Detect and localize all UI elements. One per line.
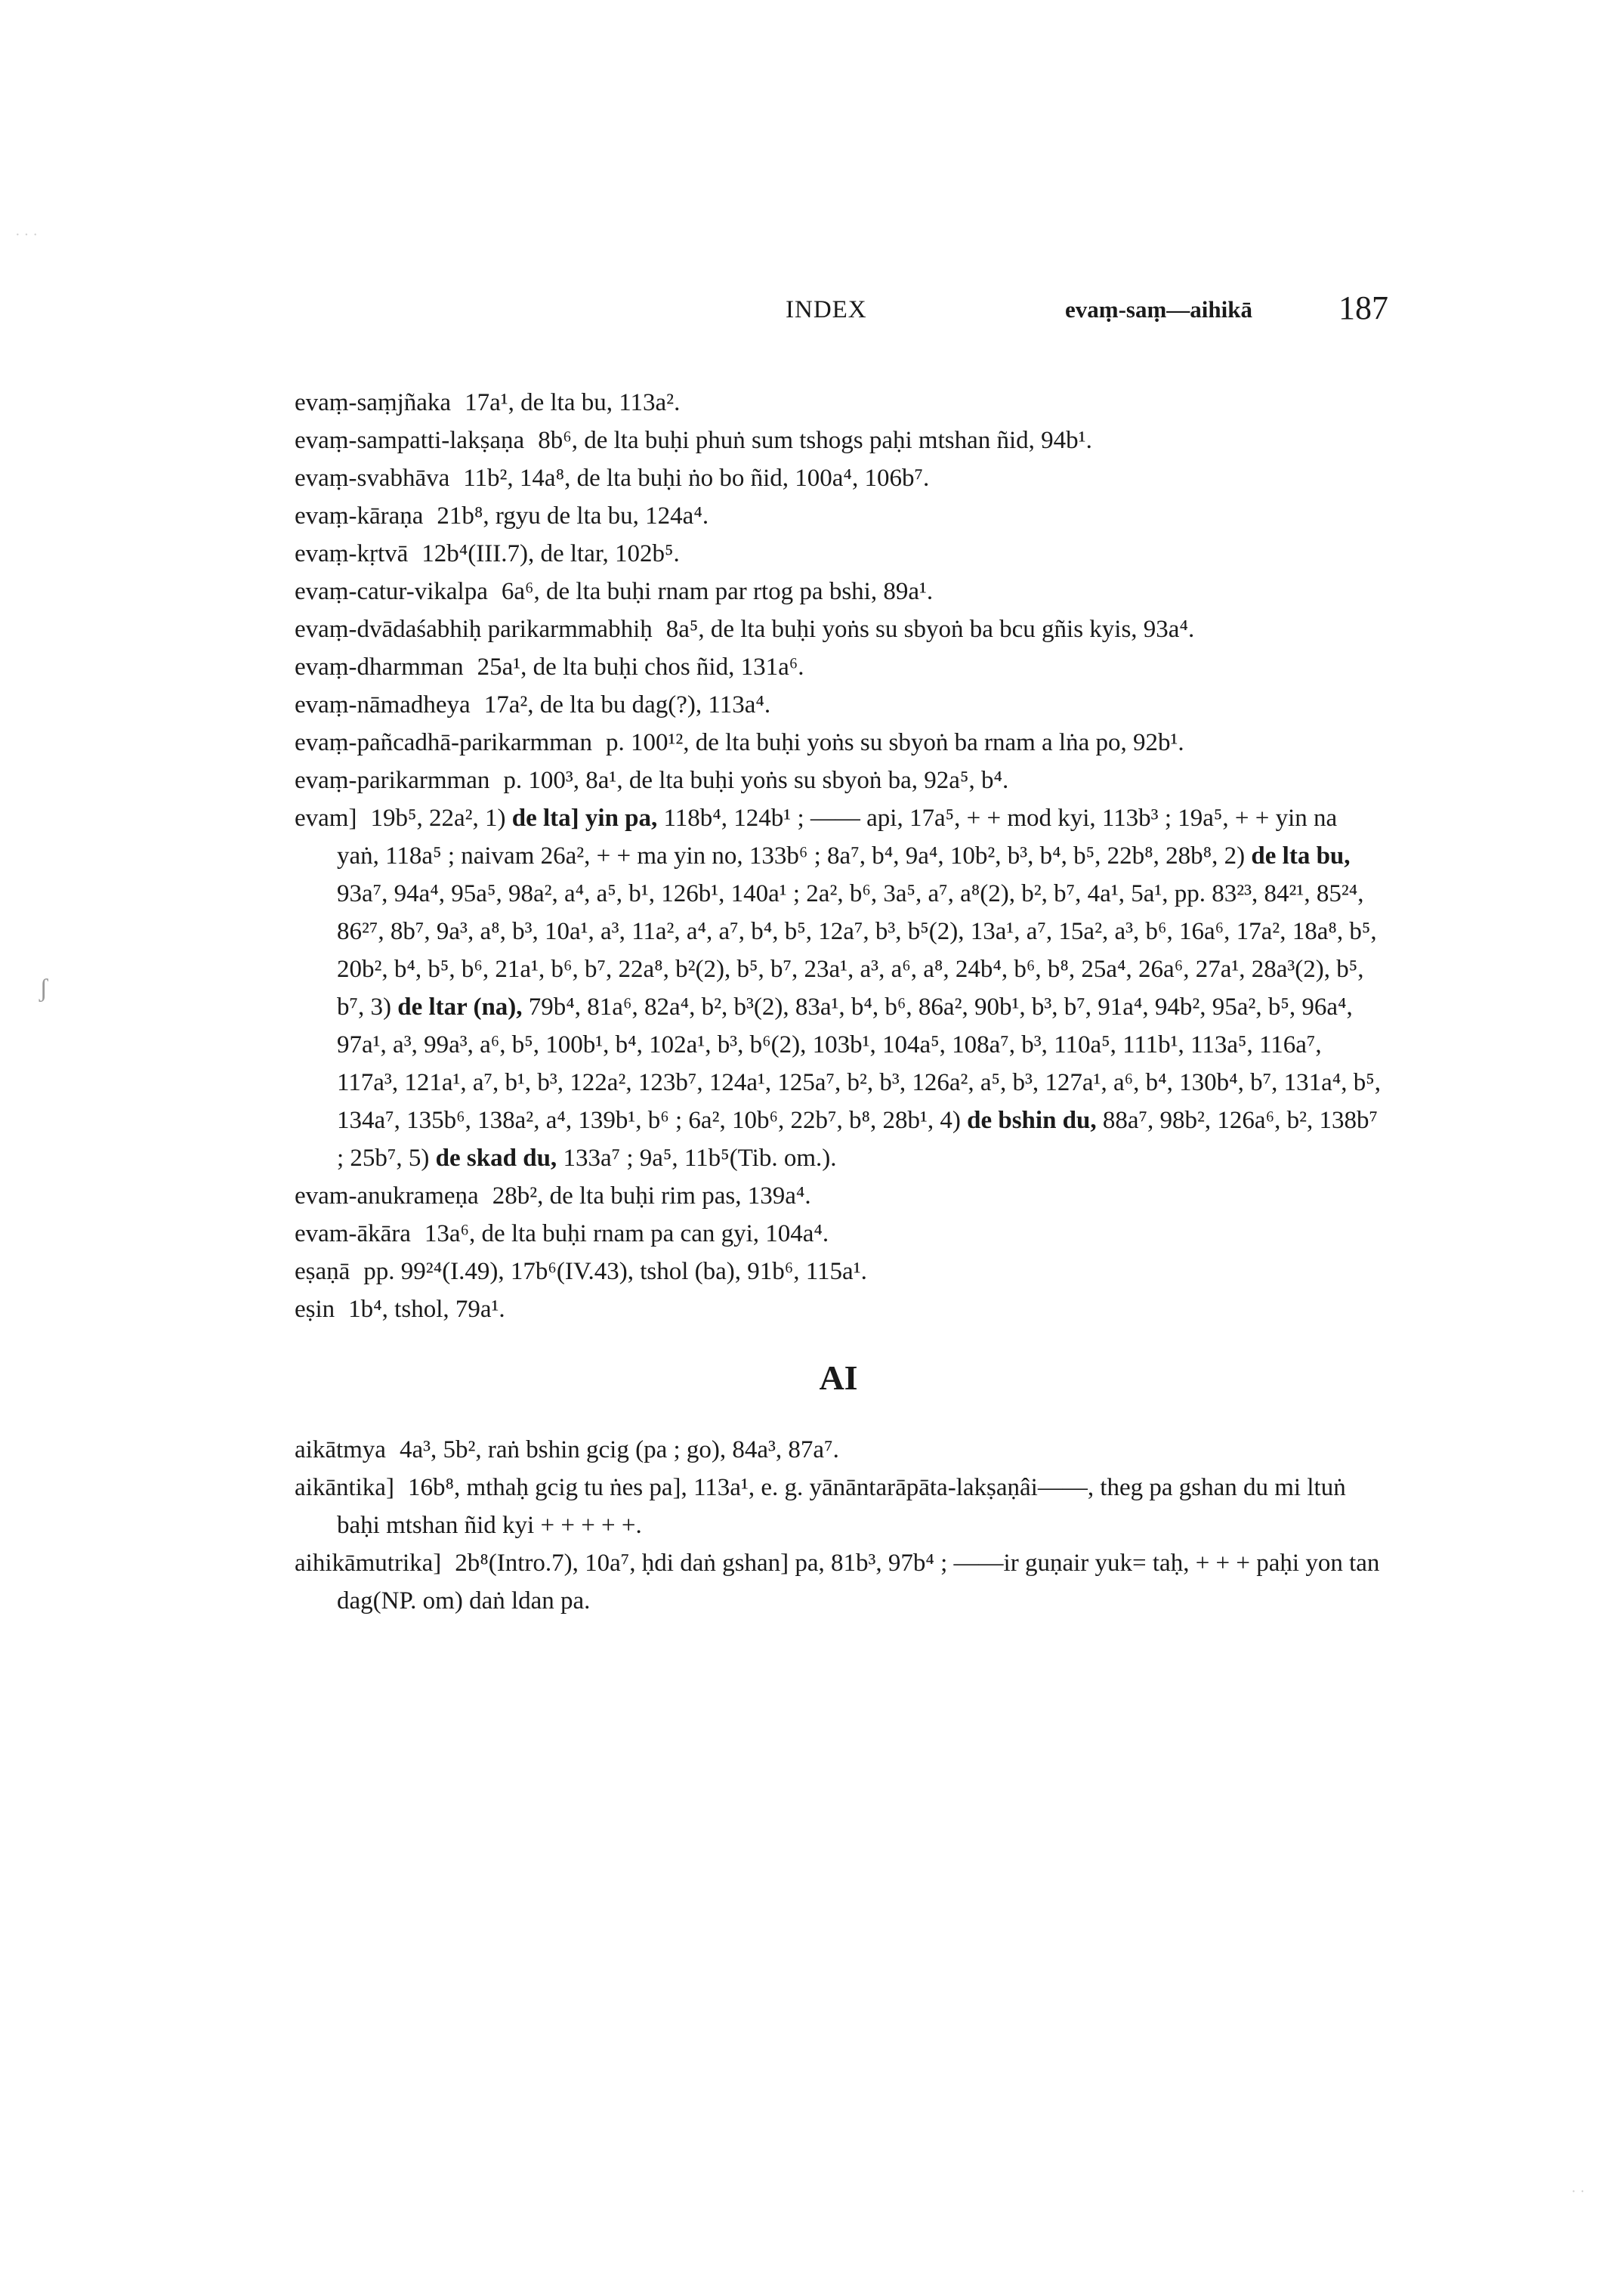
entry-text: 118b⁴, 124b¹ ; —— api, 17a⁵, + + mod kyi, 113b³ ; 19a⁵, + + yin na yaṅ, 118a⁵ ; naivam 26a², + + ma yin no, 133b⁶ ; 8a⁷, b⁴, 9a⁴, 10b², b³, b⁴, b⁵, 22b⁸, 28b⁸, 2)	[337, 805, 1338, 870]
index-entry	[295, 497, 1382, 535]
sense-label: de lta] yin pa,	[511, 805, 658, 832]
index-entry	[295, 459, 1382, 497]
index-entry	[295, 1469, 1382, 1544]
entry-text: 12b⁴(III.7), de ltar, 102b⁵.	[421, 540, 680, 567]
scan-speck: · · ·	[15, 227, 38, 243]
header-section: INDEX	[786, 296, 867, 323]
index-entry	[295, 384, 1382, 422]
headword: evaṃ-sampatti-lakṣaṇa	[295, 427, 525, 454]
entry-text: 25a¹, de lta buḥi chos ñid, 131a⁶.	[477, 654, 804, 681]
headword: evaṃ-dharmman	[295, 654, 464, 681]
index-entry	[295, 762, 1382, 799]
headword: aikātmya	[295, 1436, 386, 1463]
entry-text: 93a⁷, 94a⁴, 95a⁵, 98a², a⁴, a⁵, b¹, 126b¹, 140a¹ ; 2a², b⁶, 3a⁵, a⁷, a⁸(2), b², b⁷, 4a¹, 5a¹, pp. 83²³, 84²¹, 85²⁴, 86²⁷, 8b⁷, 9a³, a⁸, b³, 10a¹, a³, 11a², a⁴, a⁷, b⁴, b⁵, 12a⁷, b³, b⁵(2), 13a¹, a⁷, 15a², a³, b⁶, 16a⁶, 17a², 18a⁸, b⁵, 20b², b⁴, b⁵, b⁶, 21a¹, b⁶, b⁷, 22a⁸, b²(2), b⁵, b⁷, 23a¹, a³, a⁶, a⁸, 24b⁴, b⁶, b⁸, 25a⁴, 26a⁶, 27a¹, 28a³(2), b⁵, b⁷, 3)	[337, 880, 1377, 1021]
headword: eṣaṇā	[295, 1258, 350, 1285]
entry-text: 19b⁵, 22a², 1)	[370, 805, 506, 832]
entry-text: 6a⁶, de lta buḥi rnam par rtog pa bshi, 89a¹.	[501, 578, 934, 605]
index-entry	[295, 724, 1382, 762]
headword: evaṃ-pañcadhā-parikarmman	[295, 729, 592, 756]
headword: evam-ākāra	[295, 1220, 411, 1247]
index-body	[295, 384, 1382, 1620]
running-header	[295, 289, 1388, 334]
section-heading: AI	[819, 1358, 858, 1397]
index-entry-evam	[295, 799, 1382, 1177]
index-entry	[295, 1253, 1382, 1290]
headword: evaṃ-catur-vikalpa	[295, 578, 488, 605]
headword: evam]	[295, 805, 357, 832]
entry-text: 21b⁸, rgyu de lta bu, 124a⁴.	[437, 502, 709, 530]
entry-text: 4a³, 5b², raṅ bshin gcig (pa ; go), 84a³, 87a⁷.	[399, 1436, 839, 1463]
entry-text: pp. 99²⁴(I.49), 17b⁶(IV.43), tshol (ba), 91b⁶, 115a¹.	[363, 1258, 867, 1285]
page-number: 187	[1338, 289, 1388, 326]
index-entry	[295, 1215, 1382, 1253]
entry-text: 13a⁶, de lta buḥi rnam pa can gyi, 104a⁴.	[424, 1220, 829, 1247]
scan-mark: ʃ	[39, 975, 48, 1003]
sense-label: de ltar (na),	[397, 993, 523, 1021]
entry-text: 16b⁸, mthaḥ gcig tu ṅes pa], 113a¹, e. g. yānāntarāpāta-lakṣaṇâi——, theg pa gshan du mi ltuṅ baḥi mtshan ñid kyi + + + + +.	[337, 1474, 1346, 1539]
index-entry	[295, 1177, 1382, 1215]
index-entry	[295, 1290, 1382, 1328]
headword: evaṃ-kāraṇa	[295, 502, 424, 530]
sense-label: de bshin du,	[967, 1107, 1097, 1134]
sense-label: de skad du,	[435, 1145, 557, 1172]
headword: evaṃ-kṛtvā	[295, 540, 409, 567]
entry-text: 1b⁴, tshol, 79a¹.	[348, 1296, 505, 1323]
entry-text: 28b², de lta buḥi rim pas, 139a⁴.	[492, 1182, 811, 1210]
entry-text: 8a⁵, de lta buḥi yoṅs su sbyoṅ ba bcu gñis kyis, 93a⁴.	[665, 616, 1195, 643]
index-entry	[295, 535, 1382, 573]
headword: evaṃ-parikarmman	[295, 767, 490, 794]
headword: evaṃ-nāmadheya	[295, 691, 471, 718]
entry-text: 17a², de lta bu dag(?), 113a⁴.	[483, 691, 771, 718]
entry-text: 17a¹, de lta bu, 113a².	[465, 389, 681, 416]
header-range: evaṃ-saṃ—aihikā	[1065, 296, 1252, 323]
entry-text: 88a⁷, 98b², 126a⁶, b², 138b⁷ ; 25b⁷, 5)	[337, 1107, 1378, 1172]
index-entry	[295, 648, 1382, 686]
sense-label: de lta bu,	[1251, 842, 1351, 870]
index-entry	[295, 1544, 1382, 1620]
entry-text: 133a⁷ ; 9a⁵, 11b⁵(Tib. om.).	[563, 1145, 837, 1172]
headword: eṣin	[295, 1296, 335, 1323]
index-entry	[295, 610, 1382, 648]
headword: aikāntika]	[295, 1474, 394, 1501]
entry-text: p. 100³, 8a¹, de lta buḥi yoṅs su sbyoṅ ba, 92a⁵, b⁴.	[503, 767, 1009, 794]
index-entry	[295, 1431, 1382, 1469]
entry-text: 11b², 14a⁸, de lta buḥi ṅo bo ñid, 100a⁴, 106b⁷.	[463, 465, 930, 492]
headword: evaṃ-svabhāva	[295, 465, 450, 492]
headword: evaṃ-dvādaśabhiḥ parikarmmabhiḥ	[295, 616, 653, 643]
headword: evam-anukrameṇa	[295, 1182, 479, 1210]
headword: evaṃ-saṃjñaka	[295, 389, 452, 416]
scan-speck: · ·	[1571, 2183, 1585, 2200]
index-entry	[295, 422, 1382, 459]
index-entry	[295, 573, 1382, 610]
headword: aihikāmutrika]	[295, 1550, 442, 1577]
entry-text: p. 100¹², de lta buḥi yoṅs su sbyoṅ ba rnam a lṅa po, 92b¹.	[605, 729, 1184, 756]
entry-text: 2b⁸(Intro.7), 10a⁷, ḥdi daṅ gshan] pa, 81b³, 97b⁴ ; ——ir guṇair yuk= taḥ, + + + paḥi yon tan dag(NP. om) daṅ ldan pa.	[337, 1550, 1380, 1615]
index-entry	[295, 686, 1382, 724]
entry-text: 8b⁶, de lta buḥi phuṅ sum tshogs paḥi mtshan ñid, 94b¹.	[538, 427, 1092, 454]
entry-text: 79b⁴, 81a⁶, 82a⁴, b², b³(2), 83a¹, b⁴, b⁶, 86a², 90b¹, b³, b⁷, 91a⁴, 94b², 95a², b⁵, 96a⁴, 97a¹, a³, 99a³, a⁶, b⁵, 100b¹, b⁴, 102a¹, b³, b⁶(2), 103b¹, 104a⁵, 108a⁷, b³, 110a⁵, 111b¹, 113a⁵, 116a⁷, 117a³, 121a¹, a⁷, b¹, b³, 122a², 123b⁷, 124a¹, 125a⁷, b², b³, 126a², a⁵, b³, 127a¹, a⁶, b⁴, 130b⁴, b⁷, 131a⁴, b⁵, 134a⁷, 135b⁶, 138a², a⁴, 139b¹, b⁶ ; 6a², 10b⁶, 22b⁷, b⁸, 28b¹, 4)	[337, 993, 1382, 1134]
